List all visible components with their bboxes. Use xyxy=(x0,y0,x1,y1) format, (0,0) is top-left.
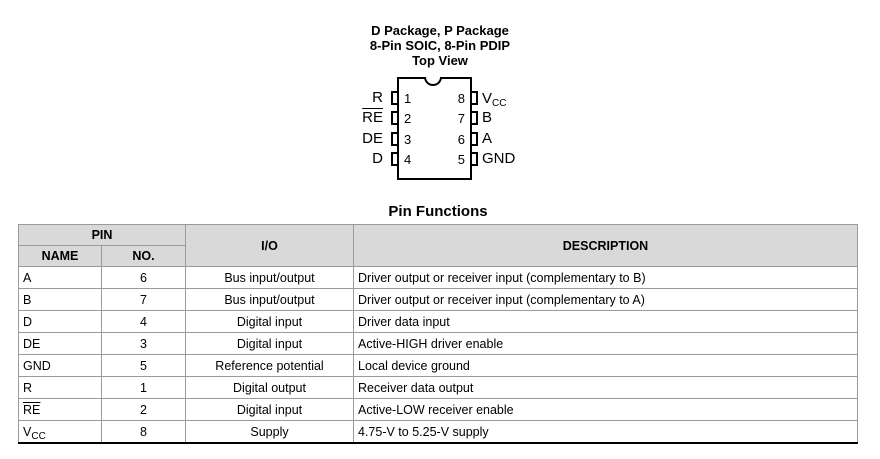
table-row xyxy=(19,267,858,289)
pin-label-b: B xyxy=(482,109,493,126)
pin-label-a: A xyxy=(482,130,493,147)
pin-label-re: $\overline{RE}$ xyxy=(362,109,383,126)
cell-name: R xyxy=(19,377,102,399)
cell-description: 4.75-V to 5.25-V supply xyxy=(354,421,858,444)
cell-description: Driver output or receiver input (complementary to A) xyxy=(354,289,858,311)
cell-no: 5 xyxy=(102,355,186,377)
table-row xyxy=(19,399,858,421)
pin-lead-6 xyxy=(472,132,478,146)
cell-name: A xyxy=(19,267,102,289)
table-row xyxy=(19,311,858,333)
cell-name xyxy=(19,421,102,444)
table-row xyxy=(19,377,858,399)
pin-label-vcc xyxy=(482,91,506,107)
pin-label-vcc-main: V xyxy=(482,90,493,107)
table-row xyxy=(19,333,858,355)
header-name: NAME xyxy=(19,246,102,267)
package-title-line1: D Package, P Package xyxy=(371,23,509,38)
pin-label-r: R xyxy=(372,89,383,106)
cell-name-text: $\overline{RE}$ xyxy=(23,402,41,417)
pin-number-5: 5 xyxy=(457,152,465,167)
cell-name-text: V xyxy=(23,424,32,439)
package-title-line3: Top View xyxy=(412,53,468,68)
cell-io: Digital input xyxy=(186,333,354,355)
table-row xyxy=(19,355,858,377)
cell-no: 7 xyxy=(102,289,186,311)
pin-lead-2 xyxy=(391,111,397,125)
pin-number-4: 4 xyxy=(404,152,412,167)
cell-io: Supply xyxy=(186,421,354,444)
header-description: DESCRIPTION xyxy=(354,225,858,267)
cell-io: Digital input xyxy=(186,399,354,421)
pin-label-gnd: GND xyxy=(482,150,516,167)
cell-description: Driver output or receiver input (complementary to B) xyxy=(354,267,858,289)
cell-description: Local device ground xyxy=(354,355,858,377)
cell-description: Active-HIGH driver enable xyxy=(354,333,858,355)
cell-name: B xyxy=(19,289,102,311)
table-row xyxy=(19,289,858,311)
pin-lead-3 xyxy=(391,132,397,146)
header-pin: PIN xyxy=(19,225,186,246)
cell-description: Active-LOW receiver enable xyxy=(354,399,858,421)
pin-lead-4 xyxy=(391,152,397,166)
cell-no: 2 xyxy=(102,399,186,421)
cell-name xyxy=(19,399,102,421)
cell-name-sub: CC xyxy=(31,430,46,442)
cell-no: 1 xyxy=(102,377,186,399)
pin-number-3: 3 xyxy=(404,132,412,147)
pin-label-d: D xyxy=(372,150,383,167)
cell-description: Receiver data output xyxy=(354,377,858,399)
cell-name: GND xyxy=(19,355,102,377)
pin-functions-table xyxy=(18,224,858,444)
cell-io: Digital input xyxy=(186,311,354,333)
cell-name: DE xyxy=(19,333,102,355)
table-row xyxy=(19,421,858,444)
cell-no: 3 xyxy=(102,333,186,355)
header-no: NO. xyxy=(102,246,186,267)
cell-no: 8 xyxy=(102,421,186,444)
pin-label-vcc-sub: CC xyxy=(492,98,507,109)
cell-no: 4 xyxy=(102,311,186,333)
pin-number-8: 8 xyxy=(457,91,465,106)
pin-lead-5 xyxy=(472,152,478,166)
pin-lead-7 xyxy=(472,111,478,125)
pin-number-7: 7 xyxy=(457,111,465,126)
pin-lead-1 xyxy=(391,91,397,105)
cell-description: Driver data input xyxy=(354,311,858,333)
cell-io: Reference potential xyxy=(186,355,354,377)
pin-number-1: 1 xyxy=(404,91,412,106)
cell-io: Digital output xyxy=(186,377,354,399)
header-io: I/O xyxy=(186,225,354,267)
package-title-line2: 8-Pin SOIC, 8-Pin PDIP xyxy=(369,38,511,53)
cell-no: 6 xyxy=(102,267,186,289)
pin-number-6: 6 xyxy=(457,132,465,147)
pin-label-de: DE xyxy=(362,130,383,147)
cell-io: Bus input/output xyxy=(186,267,354,289)
cell-name: D xyxy=(19,311,102,333)
pin-lead-8 xyxy=(472,91,478,105)
pin-functions-title: Pin Functions xyxy=(388,203,488,220)
cell-io: Bus input/output xyxy=(186,289,354,311)
pin-number-2: 2 xyxy=(404,111,412,126)
